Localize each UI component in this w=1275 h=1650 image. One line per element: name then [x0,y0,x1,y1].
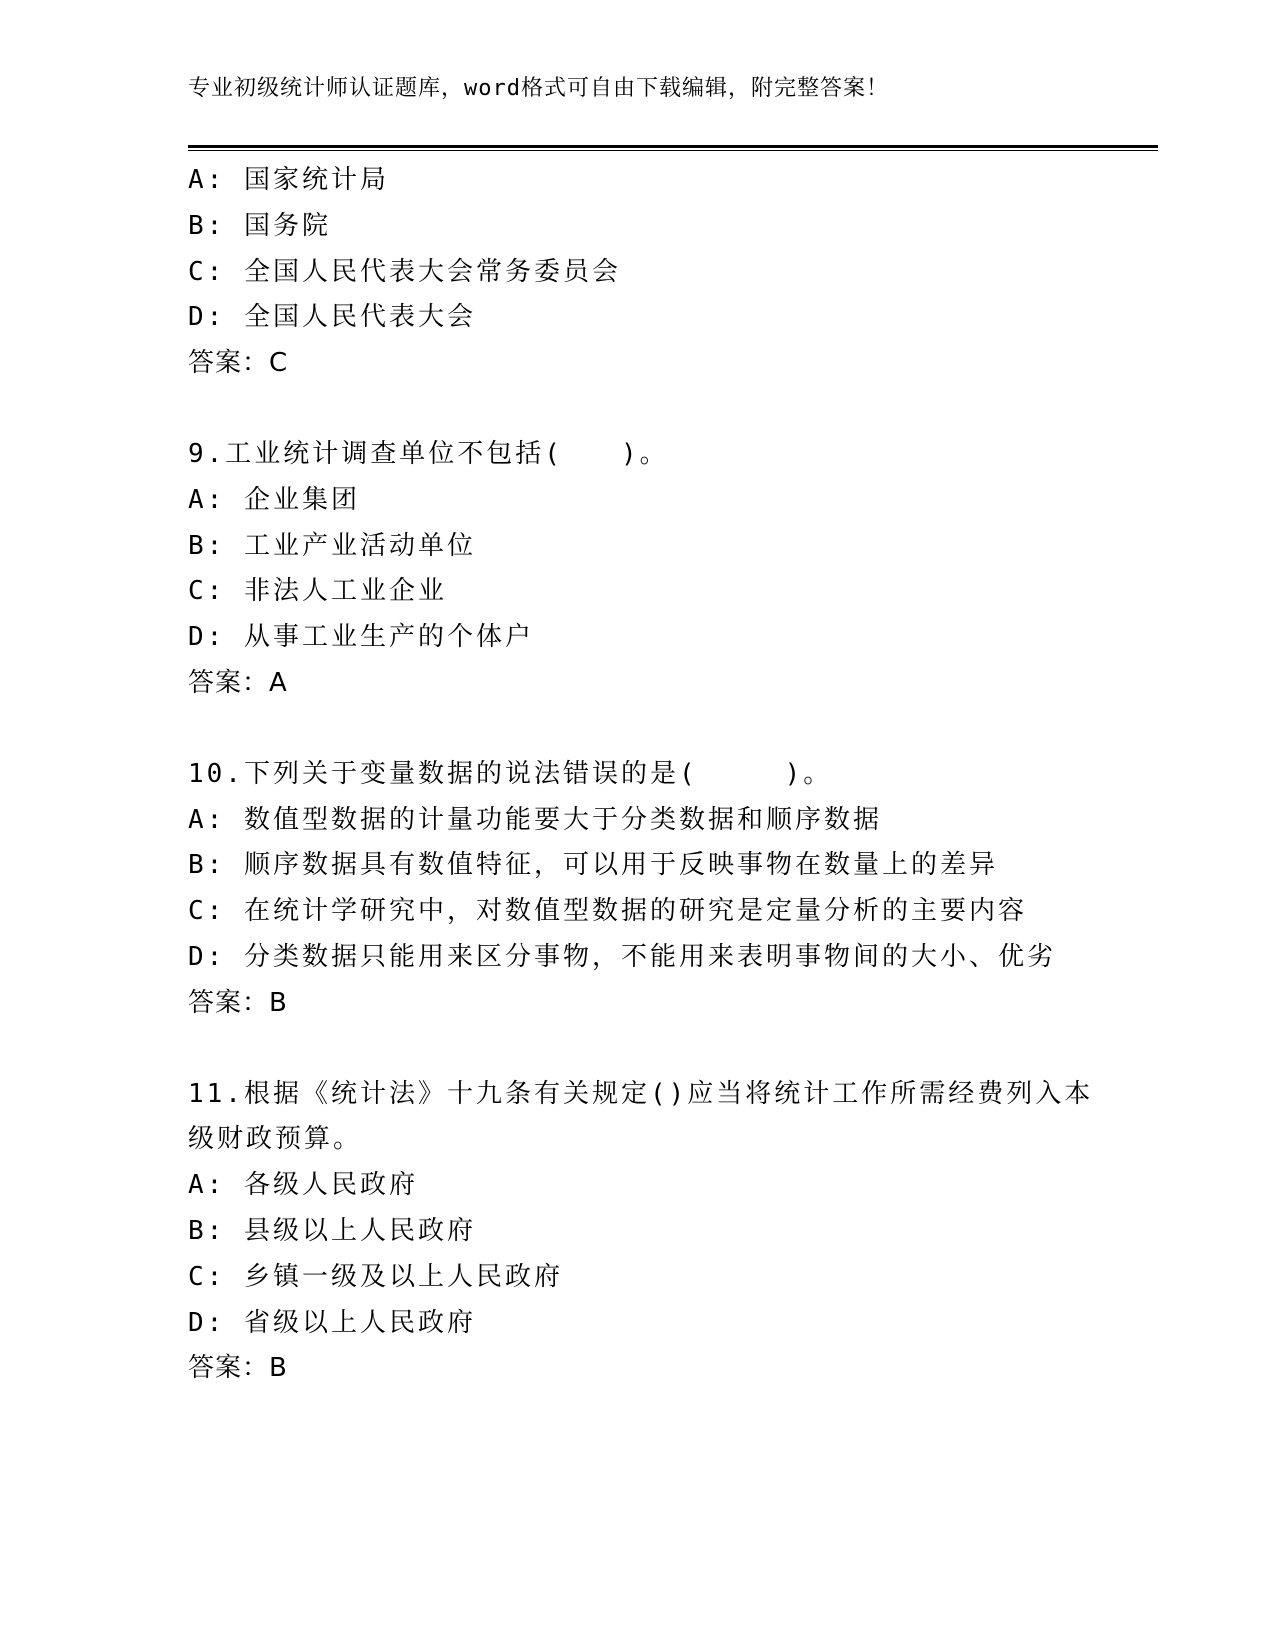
option-b: B: 国务院 [188,210,331,241]
question-stem-line-2: 级财政预算。 [188,1124,363,1155]
question-list [188,158,1094,1392]
answer-line: 答案：B [188,1353,288,1384]
option-d: D: 省级以上人民政府 [188,1307,476,1338]
option-a: A: 各级人民政府 [188,1170,418,1201]
answer-line: 答案：C [188,348,289,379]
question-stem: 9.工业统计调查单位不包括( )。 [188,438,669,469]
option-a: A: 企业集团 [188,484,360,515]
answer-line: 答案：A [188,667,288,698]
option-b: B: 县级以上人民政府 [188,1215,476,1246]
question-block-9 [188,432,1088,707]
option-a: A: 数值型数据的计量功能要大于分类数据和顺序数据 [188,804,882,835]
option-c: C: 在统计学研究中，对数值型数据的研究是定量分析的主要内容 [188,896,1027,927]
option-b: B: 顺序数据具有数值特征，可以用于反映事物在数量上的差异 [188,850,998,881]
option-b: B: 工业产业活动单位 [188,530,476,561]
option-d: D: 从事工业生产的个体户 [188,622,534,653]
page-header: 专业初级统计师认证题库，word格式可自由下载编辑，附完整答案！ [188,76,889,101]
header-divider [188,145,1158,151]
option-d: D: 全国人民代表大会 [188,302,476,333]
question-block-11 [188,1072,1094,1393]
option-c: C: 非法人工业企业 [188,576,447,607]
option-d: D: 分类数据只能用来区分事物，不能用来表明事物间的大小、优劣 [188,941,1056,972]
question-stem-line-1: 11.根据《统计法》十九条有关规定()应当将统计工作所需经费列入本 [188,1078,1094,1109]
answer-line: 答案：B [188,987,288,1018]
option-c: C: 全国人民代表大会常务委员会 [188,256,621,287]
question-block-10 [188,752,1088,1027]
option-a: A: 国家统计局 [188,165,389,195]
question-stem: 10.下列关于变量数据的说法错误的是( )。 [188,758,833,789]
option-c: C: 乡镇一级及以上人民政府 [188,1261,563,1292]
question-block-8 [188,158,1088,387]
